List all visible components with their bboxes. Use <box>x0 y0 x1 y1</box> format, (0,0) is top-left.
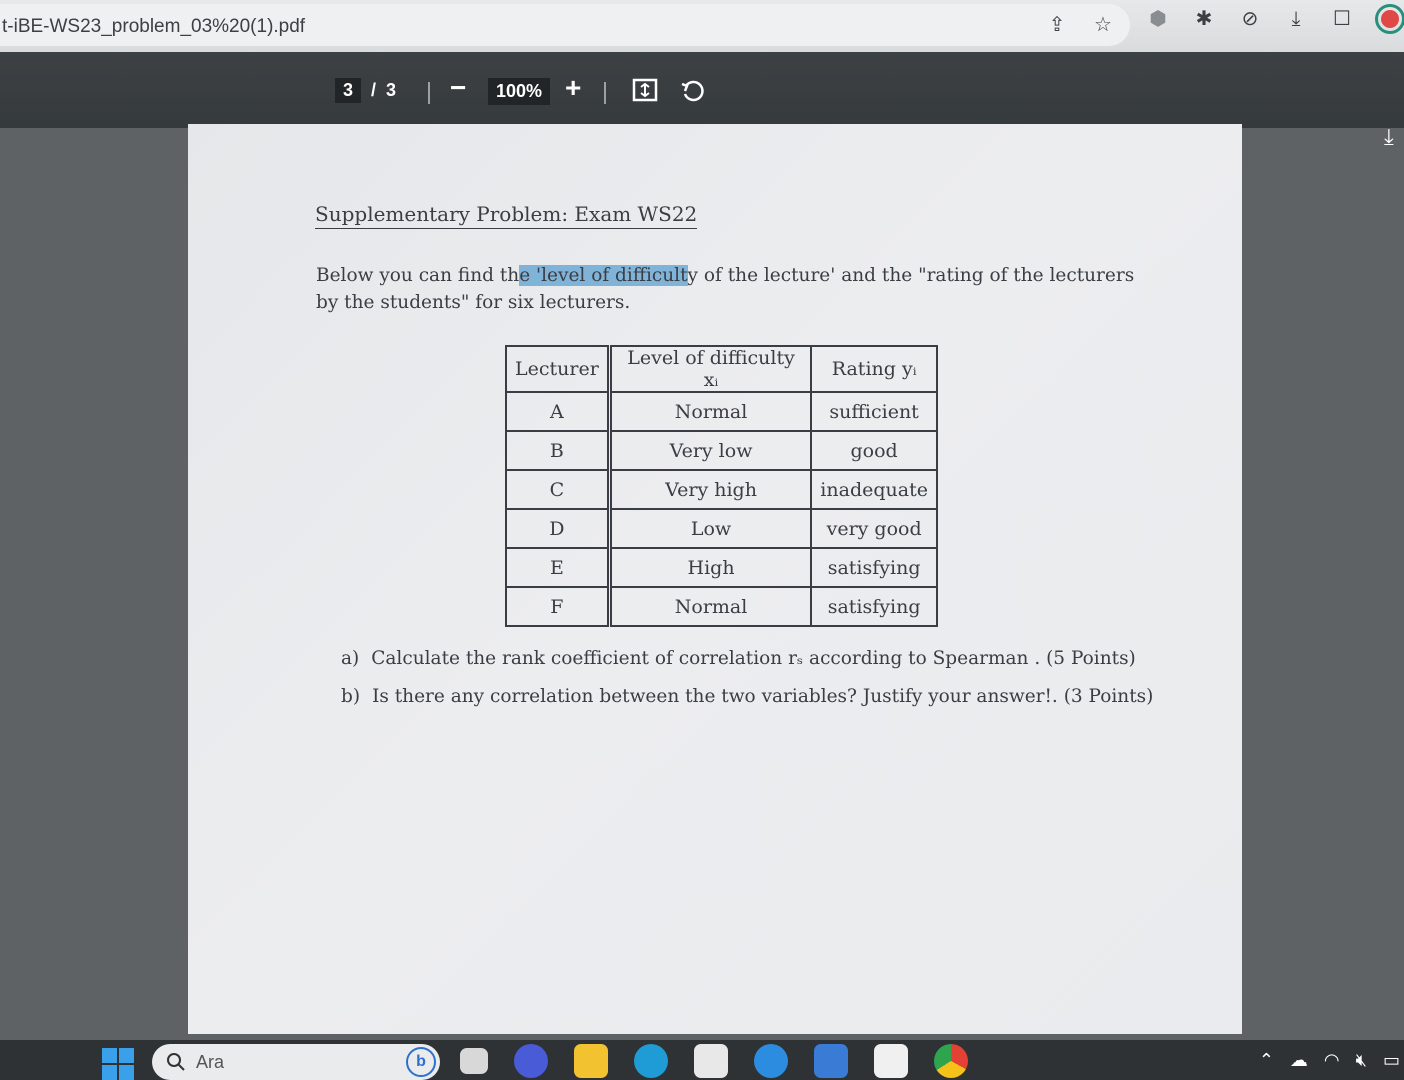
column-header: Lecturer <box>506 346 609 392</box>
zoom-level[interactable]: 100% <box>488 78 550 105</box>
lecturer-cell: E <box>506 548 609 587</box>
hp-icon[interactable] <box>814 1044 848 1078</box>
help-icon[interactable] <box>754 1044 788 1078</box>
address-bar[interactable] <box>0 4 1130 46</box>
download-icon[interactable]: ⤓ <box>1291 8 1301 30</box>
chevron-up-icon[interactable]: ⌃ <box>1258 1050 1274 1070</box>
store-icon[interactable] <box>694 1044 728 1078</box>
toolbar-divider <box>428 82 430 104</box>
problem-description: Below you can find the 'level of difficulty of the lecture' and the "rating of the lecturers by the students" for six lecturers. <box>316 265 1135 313</box>
column-header: Rating yᵢ <box>811 346 937 392</box>
bing-icon[interactable]: b <box>406 1047 436 1077</box>
lecturer-cell: C <box>506 470 609 509</box>
puzzle-icon[interactable]: ✱ <box>1195 8 1213 30</box>
difficulty-cell: Low <box>609 509 811 548</box>
star-icon[interactable]: ☆ <box>1094 14 1112 36</box>
share-icon[interactable]: ⇪ <box>1048 14 1066 36</box>
chrome-icon[interactable] <box>934 1044 968 1078</box>
volume-muted-icon[interactable]: 🔇︎ <box>1355 1050 1367 1070</box>
download-icon[interactable]: ⤓ <box>1384 124 1394 149</box>
taskbar <box>0 1040 1404 1080</box>
edge-icon[interactable] <box>634 1044 668 1078</box>
question-label: b) <box>341 686 361 707</box>
document-title: t-iBE-WS23_problem_03%20(1).pdf <box>2 16 306 37</box>
table-row <box>506 548 937 587</box>
fit-page-icon[interactable] <box>632 78 658 107</box>
difficulty-cell: Very low <box>609 431 811 470</box>
question-list <box>341 648 1153 724</box>
task-view-icon[interactable] <box>460 1048 488 1074</box>
table-row <box>506 587 937 626</box>
total-pages: 3 <box>386 80 397 100</box>
meet-icon[interactable] <box>514 1044 548 1078</box>
table-row <box>506 431 937 470</box>
windows-start-icon[interactable] <box>102 1048 134 1080</box>
page-heading: Supplementary Problem: Exam WS22 <box>315 202 697 229</box>
question-text: Is there any correlation between the two variables? Justify your answer!. (3 Points) <box>372 686 1154 707</box>
record-icon[interactable] <box>1375 4 1404 34</box>
toolbar-divider <box>604 82 606 104</box>
wifi-icon[interactable]: ◠ <box>1323 1050 1340 1070</box>
question-item <box>341 686 1153 707</box>
table-row <box>506 470 937 509</box>
lecturer-cell: F <box>506 587 609 626</box>
zoom-in-button[interactable]: + <box>565 72 582 103</box>
rotate-icon[interactable] <box>680 78 706 109</box>
text-selection[interactable]: e 'level of difficult <box>519 265 688 286</box>
lecturer-cell: D <box>506 509 609 548</box>
extension-icon[interactable]: ⬢ <box>1149 8 1167 30</box>
table-row <box>506 392 937 431</box>
zoom-out-button[interactable]: − <box>450 72 467 103</box>
notes-icon[interactable] <box>874 1044 908 1078</box>
difficulty-cell: Normal <box>609 392 811 431</box>
system-tray <box>1259 1050 1400 1071</box>
current-page-input[interactable]: 3 <box>335 78 361 103</box>
browser-toolbar <box>0 0 1404 52</box>
difficulty-cell: Normal <box>609 587 811 626</box>
pdf-toolbar <box>0 52 1404 149</box>
taskbar-search[interactable] <box>152 1044 440 1080</box>
rating-cell: sufficient <box>811 392 937 431</box>
question-text: Calculate the rank coefficient of correlation rₛ according to Spearman . (5 Points) <box>371 648 1136 669</box>
question-label: a) <box>341 648 360 669</box>
table-header-row <box>506 346 937 392</box>
window-icon[interactable]: ☐ <box>1333 8 1351 30</box>
difficulty-cell: High <box>609 548 811 587</box>
lecturer-cell: B <box>506 431 609 470</box>
search-icon <box>166 1052 186 1072</box>
rating-cell: good <box>811 431 937 470</box>
page-separator: / <box>371 80 377 100</box>
rating-cell: satisfying <box>811 587 937 626</box>
question-item <box>341 648 1153 669</box>
pdf-page <box>188 124 1242 1034</box>
battery-icon[interactable]: ▭ <box>1382 1050 1400 1070</box>
lecturer-cell: A <box>506 392 609 431</box>
column-header: Level of difficulty xᵢ <box>609 346 811 392</box>
cloud-icon[interactable]: ☁ <box>1289 1050 1308 1070</box>
history-icon[interactable]: ⊘ <box>1241 8 1259 30</box>
data-table <box>505 345 938 627</box>
rating-cell: satisfying <box>811 548 937 587</box>
search-placeholder: Ara <box>196 1051 225 1072</box>
file-explorer-icon[interactable] <box>574 1044 608 1078</box>
rating-cell: inadequate <box>811 470 937 509</box>
page-indicator <box>335 78 396 103</box>
rating-cell: very good <box>811 509 937 548</box>
difficulty-cell: Very high <box>609 470 811 509</box>
table-row <box>506 509 937 548</box>
